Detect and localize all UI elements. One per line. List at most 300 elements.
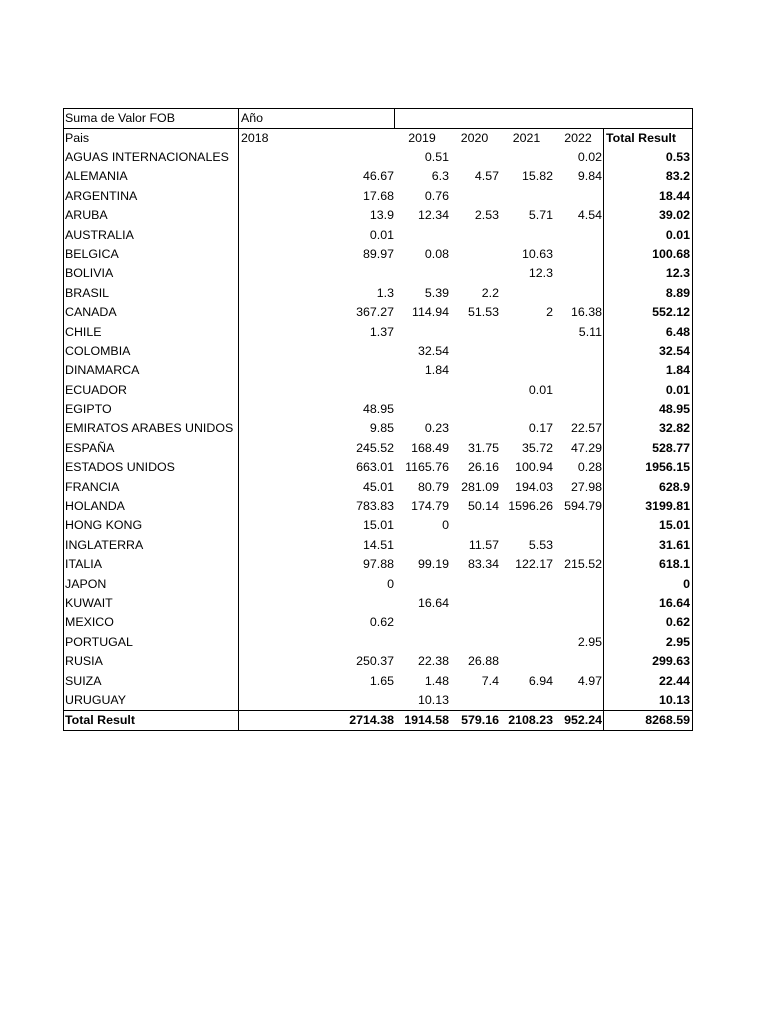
value-2020	[450, 613, 499, 632]
table-row	[64, 555, 692, 574]
divider	[238, 633, 239, 652]
divider	[603, 555, 604, 574]
country-name: COLOMBIA	[65, 343, 131, 358]
value-2020	[450, 575, 499, 594]
table-row	[64, 575, 692, 594]
divider	[238, 167, 239, 186]
divider	[603, 148, 604, 167]
row-field-label: Pais	[65, 130, 90, 145]
value-2018: 13.9	[369, 208, 394, 223]
grand-total-2019: 1914.58	[404, 713, 449, 728]
value-2021	[500, 516, 553, 535]
value-2020: 26.88	[467, 654, 499, 669]
divider	[603, 264, 604, 283]
value-2021	[500, 400, 553, 419]
value-2018	[240, 148, 394, 167]
table-row	[64, 167, 692, 186]
divider	[238, 226, 239, 245]
grand-total-2022: 952.24	[564, 713, 602, 728]
row-total: 12.3	[665, 266, 690, 281]
table-row	[64, 594, 692, 613]
value-2018: 97.88	[362, 557, 394, 572]
row-total: 39.02	[658, 208, 690, 223]
country-name: INGLATERRA	[65, 537, 144, 552]
value-2020	[450, 419, 499, 438]
value-2020: 4.57	[474, 169, 499, 184]
value-2022	[554, 226, 602, 245]
year-header: 2021	[512, 130, 541, 145]
value-2018: 48.95	[362, 402, 394, 417]
divider	[603, 206, 604, 225]
value-2022: 5.11	[578, 324, 602, 339]
country-name: BELGICA	[65, 246, 119, 261]
country-name: AUSTRALIA	[65, 227, 134, 242]
value-2020	[450, 148, 499, 167]
value-2020	[450, 342, 499, 361]
divider	[238, 381, 239, 400]
country-name: FRANCIA	[65, 479, 120, 494]
value-2021	[500, 284, 553, 303]
divider	[238, 206, 239, 225]
divider	[603, 284, 604, 303]
value-2019: 22.38	[417, 654, 449, 669]
value-2019	[395, 536, 449, 555]
country-name: AGUAS INTERNACIONALES	[65, 149, 229, 164]
table-row	[64, 148, 692, 167]
table-row	[64, 419, 692, 438]
value-2018	[240, 361, 394, 380]
value-2020: 50.14	[467, 499, 499, 514]
country-name: EMIRATOS ARABES UNIDOS	[65, 421, 234, 436]
row-total: 2.95	[665, 634, 690, 649]
year-header: 2020	[460, 130, 489, 145]
divider	[603, 575, 604, 594]
divider	[238, 400, 239, 419]
row-total: 552.12	[652, 305, 690, 320]
value-2018: 250.37	[356, 654, 394, 669]
divider	[238, 264, 239, 283]
value-2021: 2	[546, 305, 553, 320]
country-name: ARGENTINA	[65, 188, 138, 203]
row-total: 83.2	[665, 169, 690, 184]
divider	[603, 361, 604, 380]
table-row	[64, 245, 692, 264]
value-2021: 194.03	[515, 479, 553, 494]
table-row	[64, 400, 692, 419]
value-2022	[554, 187, 602, 206]
divider	[603, 400, 604, 419]
value-2022: 47.29	[570, 440, 602, 455]
country-name: CANADA	[65, 305, 117, 320]
value-2021: 122.17	[515, 557, 553, 572]
value-2022: 9.84	[577, 169, 602, 184]
divider	[238, 555, 239, 574]
row-total: 6.48	[665, 324, 690, 339]
value-2021	[500, 148, 553, 167]
value-2020: 2.53	[474, 208, 499, 223]
divider	[238, 361, 239, 380]
year-header: 2018	[241, 130, 269, 145]
value-2021	[500, 187, 553, 206]
value-2022	[554, 264, 602, 283]
value-2020	[450, 381, 499, 400]
value-2020: 11.57	[468, 537, 499, 552]
table-row	[64, 458, 692, 477]
pivot-header-row-2	[64, 129, 692, 148]
value-2019	[395, 613, 449, 632]
country-name: MEXICO	[65, 615, 114, 630]
value-2019: 6.3	[431, 169, 449, 184]
divider	[238, 652, 239, 671]
value-2019	[395, 226, 449, 245]
value-2019: 0.08	[424, 246, 449, 261]
row-total: 16.64	[658, 595, 690, 610]
value-2022	[554, 652, 602, 671]
row-total: 18.44	[658, 188, 690, 203]
grand-total-value: 8268.59	[645, 713, 690, 728]
value-2019: 0.76	[424, 188, 449, 203]
row-total: 299.63	[652, 654, 690, 669]
divider	[603, 497, 604, 516]
row-total: 8.89	[665, 285, 690, 300]
divider	[238, 148, 239, 167]
country-name: ALEMANIA	[65, 169, 128, 184]
value-2022	[554, 342, 602, 361]
divider	[603, 516, 604, 535]
value-2019: 99.19	[417, 557, 449, 572]
value-2018	[240, 633, 394, 652]
country-name: RUSIA	[65, 654, 103, 669]
value-2022: 16.38	[570, 305, 602, 320]
value-2022: 22.57	[570, 421, 602, 436]
value-2018: 15.01	[362, 518, 394, 533]
divider	[238, 613, 239, 632]
divider	[603, 594, 604, 613]
row-total: 48.95	[658, 402, 690, 417]
value-2018: 89.97	[362, 246, 394, 261]
value-2019	[395, 575, 449, 594]
value-2018	[240, 691, 394, 710]
divider	[238, 575, 239, 594]
table-row	[64, 652, 692, 671]
table-row	[64, 672, 692, 691]
value-2019: 10.13	[417, 692, 449, 707]
value-2020	[450, 594, 499, 613]
row-total: 1956.15	[645, 460, 690, 475]
grand-total-2021: 2108.23	[508, 713, 553, 728]
corner-label: Suma de Valor FOB	[65, 111, 175, 125]
table-row	[64, 536, 692, 555]
value-2022: 27.98	[570, 479, 602, 494]
value-2020: 281.09	[461, 479, 499, 494]
value-2022: 4.54	[577, 208, 602, 223]
table-row	[64, 284, 692, 303]
value-2019: 1165.76	[405, 460, 449, 475]
row-total: 22.44	[658, 673, 690, 688]
value-2018	[240, 381, 394, 400]
divider	[238, 594, 239, 613]
value-2019: 5.39	[424, 285, 449, 300]
divider	[238, 323, 239, 342]
row-total: 32.82	[658, 421, 690, 436]
value-2022: 0.28	[577, 460, 602, 475]
divider	[238, 129, 239, 148]
divider	[603, 439, 604, 458]
value-2020	[450, 264, 499, 283]
country-name: JAPON	[65, 576, 107, 591]
value-2018: 1.37	[369, 324, 394, 339]
value-2018: 783.83	[356, 499, 394, 514]
table-row	[64, 516, 692, 535]
value-2021: 6.94	[528, 673, 553, 688]
country-name: KUWAIT	[65, 595, 113, 610]
divider	[603, 419, 604, 438]
grand-total-2020: 579.16	[461, 713, 499, 728]
table-row	[64, 303, 692, 322]
value-2021	[500, 226, 553, 245]
row-total: 0.62	[665, 615, 690, 630]
value-2022: 2.95	[577, 634, 602, 649]
value-2019: 0.51	[424, 149, 449, 164]
table-row	[64, 439, 692, 458]
value-2020	[450, 245, 499, 264]
divider	[238, 711, 239, 730]
value-2020	[450, 361, 499, 380]
value-2021: 35.72	[521, 440, 553, 455]
value-2021	[500, 575, 553, 594]
value-2019	[395, 400, 449, 419]
country-name: ESPAÑA	[65, 440, 115, 455]
value-2018	[240, 264, 394, 283]
divider	[238, 284, 239, 303]
country-name: DINAMARCA	[65, 363, 140, 378]
row-total: 15.01	[658, 518, 690, 533]
divider	[238, 497, 239, 516]
value-2019: 12.34	[417, 208, 449, 223]
value-2018: 14.51	[362, 537, 394, 552]
value-2020: 31.75	[467, 440, 499, 455]
value-2021: 5.53	[528, 537, 553, 552]
value-2018	[240, 594, 394, 613]
value-2021	[500, 323, 553, 342]
country-name: URUGUAY	[65, 692, 127, 707]
row-total: 1.84	[665, 363, 690, 378]
value-2019: 174.79	[411, 499, 449, 514]
divider	[603, 478, 604, 497]
value-2018: 0.01	[369, 227, 394, 242]
row-total: 10.13	[658, 692, 690, 707]
value-2018: 1.3	[376, 285, 394, 300]
divider	[603, 633, 604, 652]
pivot-header-row-1	[64, 109, 692, 129]
value-2021	[500, 691, 553, 710]
divider	[603, 458, 604, 477]
divider	[603, 536, 604, 555]
country-name: ESTADOS UNIDOS	[65, 460, 175, 475]
value-2020: 26.16	[467, 460, 499, 475]
row-total: 31.61	[658, 537, 690, 552]
divider	[238, 516, 239, 535]
divider	[238, 691, 239, 710]
country-name: ARUBA	[65, 208, 108, 223]
value-2021	[500, 613, 553, 632]
value-2022	[554, 691, 602, 710]
divider	[603, 691, 604, 710]
row-total: 618.1	[658, 557, 690, 572]
value-2020: 7.4	[481, 673, 499, 688]
value-2019: 1.84	[424, 363, 449, 378]
table-row	[64, 691, 692, 710]
value-2020: 2.2	[481, 285, 499, 300]
table-row	[64, 342, 692, 361]
divider	[238, 187, 239, 206]
value-2019: 32.54	[417, 343, 449, 358]
pivot-body	[64, 148, 692, 710]
value-2021: 10.63	[521, 246, 553, 261]
table-row	[64, 187, 692, 206]
table-row	[64, 264, 692, 283]
row-total: 100.68	[652, 246, 690, 261]
divider	[603, 187, 604, 206]
divider	[603, 342, 604, 361]
value-2018: 17.68	[362, 188, 394, 203]
value-2018	[240, 342, 394, 361]
grand-total-row	[64, 710, 692, 730]
value-2020	[450, 516, 499, 535]
value-2021: 0.17	[528, 421, 553, 436]
value-2022	[554, 516, 602, 535]
value-2022: 4.97	[577, 673, 602, 688]
divider	[603, 245, 604, 264]
value-2020	[450, 691, 499, 710]
value-2019: 168.49	[411, 440, 449, 455]
value-2018: 0	[387, 576, 394, 591]
year-header: 2019	[408, 130, 436, 145]
value-2019	[395, 323, 449, 342]
value-2021: 12.3	[528, 266, 553, 281]
value-2020	[450, 226, 499, 245]
country-name: BRASIL	[65, 285, 110, 300]
value-2022	[554, 245, 602, 264]
row-total: 528.77	[652, 440, 690, 455]
country-name: BOLIVIA	[65, 266, 114, 281]
divider	[238, 536, 239, 555]
divider	[603, 613, 604, 632]
value-2020: 83.34	[467, 557, 499, 572]
value-2021	[500, 594, 553, 613]
value-2018: 663.01	[356, 460, 394, 475]
value-2022	[554, 361, 602, 380]
row-total: 0.01	[665, 227, 690, 242]
value-2021: 0.01	[528, 382, 553, 397]
row-total: 628.9	[658, 479, 690, 494]
value-2021: 100.94	[515, 460, 553, 475]
value-2019: 114.94	[412, 305, 449, 320]
table-row	[64, 361, 692, 380]
value-2020	[450, 400, 499, 419]
year-header: 2022	[564, 130, 592, 145]
pivot-table	[63, 108, 693, 731]
divider	[238, 109, 239, 128]
value-2018: 46.67	[362, 169, 394, 184]
total-header: Total Result	[606, 130, 676, 145]
value-2022	[554, 536, 602, 555]
value-2018: 1.65	[369, 673, 394, 688]
value-2022	[554, 594, 602, 613]
value-2019	[395, 633, 449, 652]
value-2021	[500, 633, 553, 652]
divider	[238, 672, 239, 691]
value-2020	[450, 323, 499, 342]
value-2018: 367.27	[356, 305, 394, 320]
value-2021: 5.71	[528, 208, 553, 223]
row-total: 0.53	[665, 149, 690, 164]
value-2022	[554, 284, 602, 303]
value-2022	[554, 613, 602, 632]
country-name: SUIZA	[65, 673, 102, 688]
country-name: ECUADOR	[65, 382, 127, 397]
divider	[238, 439, 239, 458]
value-2019: 0	[442, 518, 449, 533]
value-2021	[500, 342, 553, 361]
row-total: 32.54	[658, 343, 690, 358]
divider	[238, 478, 239, 497]
value-2019: 80.79	[417, 479, 449, 494]
divider	[603, 226, 604, 245]
grand-total-label: Total Result	[65, 713, 135, 728]
row-total: 0.01	[665, 382, 690, 397]
value-2019	[395, 264, 449, 283]
divider	[238, 419, 239, 438]
value-2018: 0.62	[369, 615, 394, 630]
divider	[238, 342, 239, 361]
value-2021: 1596.26	[508, 499, 553, 514]
value-2021	[500, 361, 553, 380]
value-2022: 594.79	[564, 499, 602, 514]
value-2021: 15.82	[521, 169, 553, 184]
divider	[238, 303, 239, 322]
value-2022	[554, 400, 602, 419]
country-name: HONG KONG	[65, 518, 143, 533]
divider	[238, 245, 239, 264]
table-row	[64, 613, 692, 632]
divider	[603, 303, 604, 322]
divider	[603, 652, 604, 671]
grand-total-2018: 2714.38	[349, 713, 394, 728]
table-row	[64, 478, 692, 497]
table-row	[64, 226, 692, 245]
table-row	[64, 206, 692, 225]
divider	[603, 711, 604, 730]
value-2022: 0.02	[577, 149, 602, 164]
value-2022	[554, 381, 602, 400]
row-total: 3199.81	[645, 499, 690, 514]
table-row	[64, 381, 692, 400]
divider	[603, 167, 604, 186]
value-2020: 51.53	[467, 305, 499, 320]
country-name: CHILE	[65, 324, 102, 339]
divider	[603, 672, 604, 691]
table-row	[64, 323, 692, 342]
divider	[603, 129, 604, 148]
table-row	[64, 633, 692, 652]
value-2018: 45.01	[362, 479, 394, 494]
value-2022	[554, 575, 602, 594]
value-2022: 215.52	[564, 557, 602, 572]
divider	[394, 109, 395, 128]
value-2018: 9.85	[369, 421, 394, 436]
country-name: PORTUGAL	[65, 634, 133, 649]
